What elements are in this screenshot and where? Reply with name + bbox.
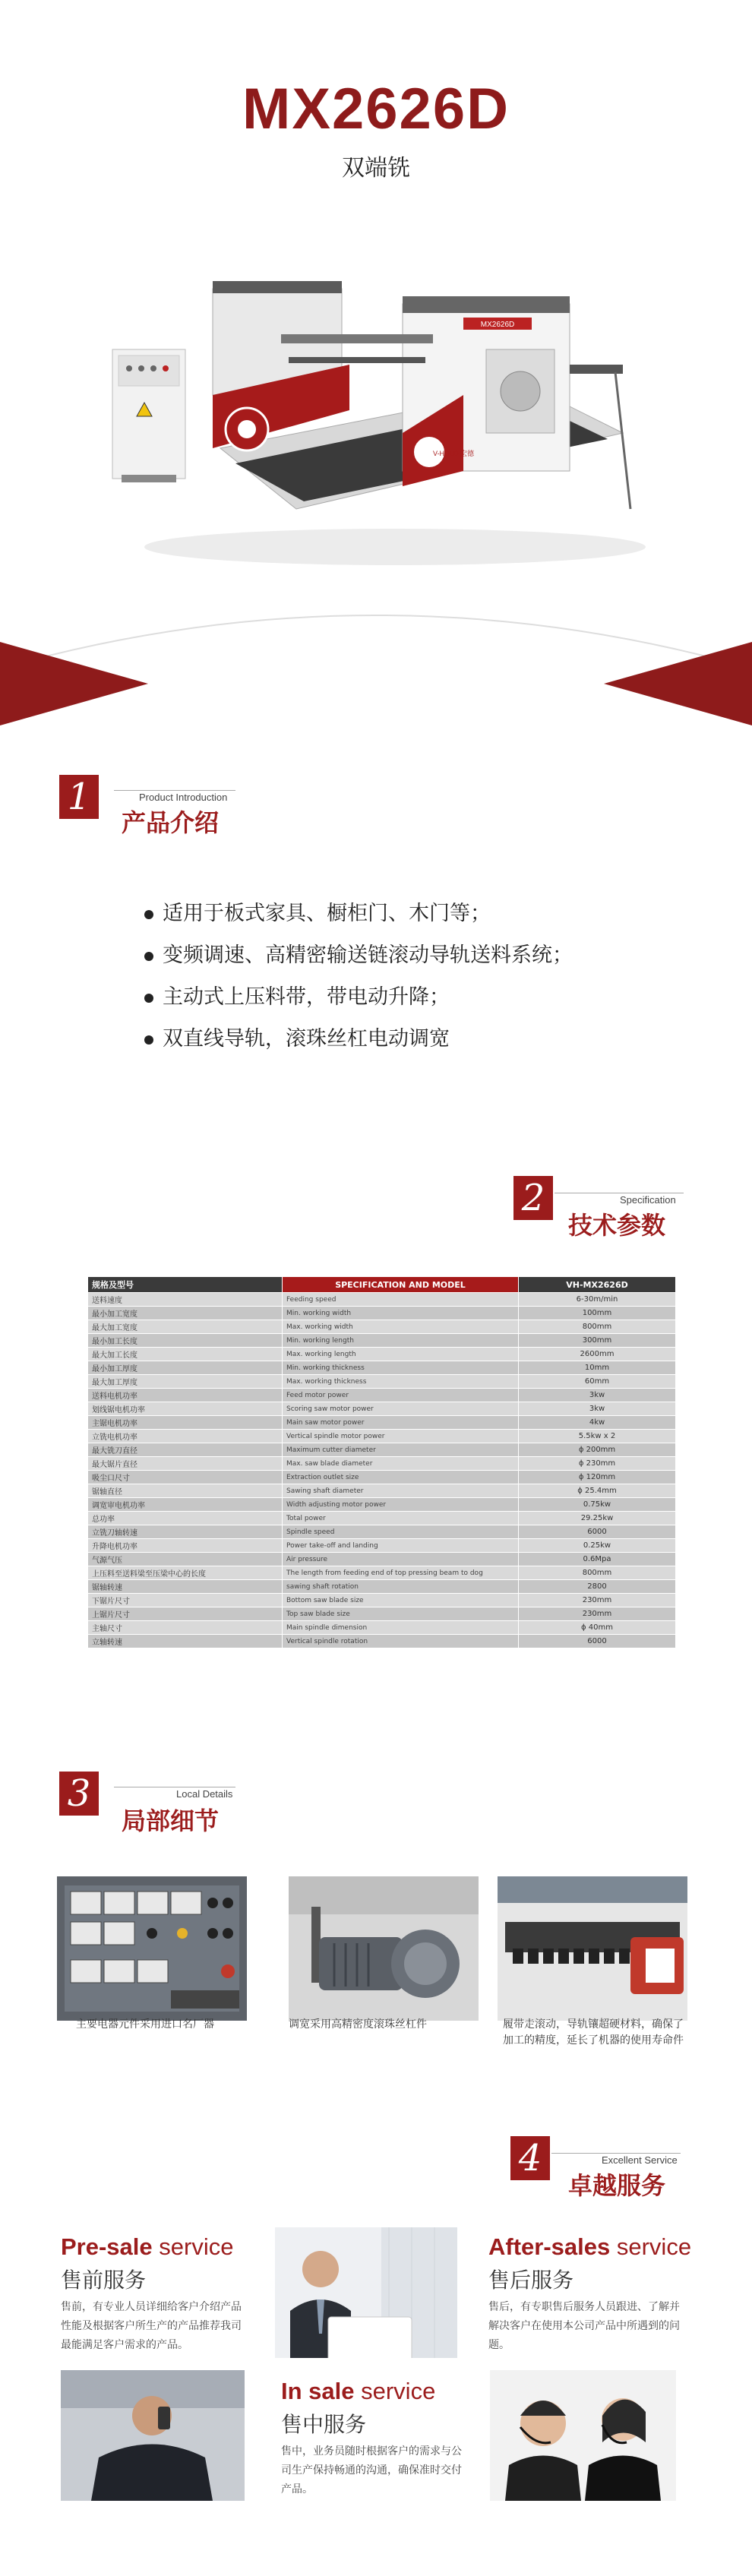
spec-value: 0.75kw [519,1498,676,1512]
spec-name-cn: 立铣刀轴转速 [88,1525,283,1539]
spec-name-cn: 吸尘口尺寸 [88,1471,283,1484]
spec-name-en: Scoring saw motor power [283,1402,519,1416]
spec-value: 230mm [519,1607,676,1621]
spec-name-cn: 上锯片尺寸 [88,1607,283,1621]
table-row [88,1635,676,1648]
table-row [88,1566,676,1580]
spec-value: 60mm [519,1375,676,1389]
spec-value: 800mm [519,1566,676,1580]
spec-value: 300mm [519,1334,676,1348]
table-row [88,1512,676,1525]
bullet-icon [144,1035,153,1045]
spec-value: 3kw [519,1389,676,1402]
spec-name-en: Main spindle dimension [283,1621,519,1635]
table-row [88,1594,676,1607]
section-cn-title: 产品介绍 [122,808,220,837]
spec-name-en: Feeding speed [283,1293,519,1307]
spec-name-cn: 主轴尺寸 [88,1621,283,1635]
spec-name-cn: 最小加工宽度 [88,1307,283,1320]
left-milling-head [213,281,349,450]
photo-customer-service-headsets [490,2370,676,2501]
spec-value: 100mm [519,1307,676,1320]
spec-name-cn: 最大锯片直径 [88,1457,283,1471]
spec-name-cn: 立铣电机功率 [88,1430,283,1443]
table-row [88,1293,676,1307]
table-row [88,1457,676,1471]
detail-photo-track [498,1876,687,2021]
spec-name-en: Max. working width [283,1320,519,1334]
spec-name-cn: 上压料至送料梁至压梁中心的长度 [88,1566,283,1580]
table-row [88,1361,676,1375]
detail-photo-electrical [57,1876,247,2021]
spec-name-en: Width adjusting motor power [283,1498,519,1512]
section-number: 2 [513,1176,553,1220]
spec-name-cn: 最小加工厚度 [88,1361,283,1375]
table-row [88,1416,676,1430]
spec-name-cn: 气源气压 [88,1553,283,1566]
section-en-title: Local Details [176,1788,233,1800]
section-en-title: Product Introduction [139,792,228,803]
spec-name-cn: 最小加工长度 [88,1334,283,1348]
table-row [88,1375,676,1389]
spec-name-en: sawing shaft rotation [283,1580,519,1594]
table-header-cell: VH-MX2626D [519,1277,676,1293]
spec-name-cn: 总功率 [88,1512,283,1525]
spec-name-en: Top saw blade size [283,1607,519,1621]
spec-value: 6-30m/min [519,1293,676,1307]
spec-name-cn: 送料速度 [88,1293,283,1307]
spec-name-en: Total power [283,1512,519,1525]
table-row [88,1553,676,1566]
table-row [88,1621,676,1635]
section-number: 3 [59,1772,99,1816]
after-sales-cn: 售后服务 [488,2268,574,2293]
table-row [88,1430,676,1443]
after-sales-text: 售后，有专职售后服务人员跟进、了解并解决客户在使用本公司产品中所遇到的问题。 [488,2301,680,2351]
spec-name-cn: 最大加工长度 [88,1348,283,1361]
table-row [88,1525,676,1539]
table-row [88,1334,676,1348]
spec-name-en: Min. working length [283,1334,519,1348]
spec-name-en: The length from feeding end of top pressing beam to dog [283,1566,519,1580]
table-row [88,1389,676,1402]
spec-name-en: Vertical spindle rotation [283,1635,519,1648]
spec-value: 10mm [519,1361,676,1375]
pre-sale-cn: 售前服务 [61,2268,147,2293]
spec-name-cn: 主锯电机功率 [88,1416,283,1430]
spec-name-cn: 下锯片尺寸 [88,1594,283,1607]
spec-value: ϕ 25.4mm [519,1484,676,1498]
spec-value: 4kw [519,1416,676,1430]
spec-name-cn: 锯轴直径 [88,1484,283,1498]
spec-value: 3kw [519,1402,676,1416]
spec-name-en: Spindle speed [283,1525,519,1539]
section-cn-title: 技术参数 [568,1211,666,1240]
product-subtitle: 双端铣 [342,155,410,182]
spec-name-cn: 立轴转速 [88,1635,283,1648]
spec-name-en: Maximum cutter diameter [283,1443,519,1457]
table-row [88,1580,676,1594]
spec-value: ϕ 200mm [519,1443,676,1457]
table-row [88,1320,676,1334]
specification-table [87,1276,676,1648]
section-rule [114,790,235,791]
spec-value: 6000 [519,1635,676,1648]
svg-text:MX2626D: MX2626D [480,321,515,329]
in-sale-cn: 售中服务 [281,2412,367,2437]
spec-name-en: Min. working thickness [283,1361,519,1375]
table-header-cell: 规格及型号 [88,1277,283,1293]
control-cabinet [112,349,185,482]
in-sale-text: 售中，业务员随时根据客户的需求与公司生产保持畅通的沟通，确保准时交付产品。 [281,2445,462,2495]
spec-value: ϕ 120mm [519,1471,676,1484]
spec-name-en: Max. saw blade diameter [283,1457,519,1471]
machine-illustration [106,258,653,570]
spec-name-cn: 最大铣刀直径 [88,1443,283,1457]
pre-sale-text: 售前，有专业人员详细给客户介绍产品性能及根据客户所生产的产品推荐我司最能满足客户需求的产品。 [61,2301,242,2351]
section-number: 1 [59,775,99,819]
detail-photo-ballscrew [289,1876,479,2021]
after-sales-title: After-sales service [488,2233,692,2260]
spec-value: 230mm [519,1594,676,1607]
table-header-cell: SPECIFICATION AND MODEL [283,1277,519,1293]
table-row [88,1402,676,1416]
section-cn-title: 局部细节 [122,1806,220,1835]
spec-value: 29.25kw [519,1512,676,1525]
table-row [88,1498,676,1512]
spec-name-cn: 划线锯电机功率 [88,1402,283,1416]
decorative-divider [0,608,752,782]
bullet-icon [144,994,153,1003]
right-milling-head [403,296,630,509]
section-en-title: Excellent Service [602,2154,678,2166]
spec-name-en: Air pressure [283,1553,519,1566]
intro-list-item: 适用于板式家具、橱柜门、木门等； [144,896,491,926]
spec-name-en: Min. working width [283,1307,519,1320]
spec-value: ϕ 230mm [519,1457,676,1471]
photo-businessman-phone [61,2370,245,2501]
intro-list-item: 双直线导轨，滚珠丝杠电动调宽 [144,1022,450,1051]
bullet-icon [144,910,153,919]
section-en-title: Specification [620,1194,676,1206]
section-number: 4 [510,2136,550,2180]
spec-value: 800mm [519,1320,676,1334]
table-row [88,1539,676,1553]
detail-caption: 主要电器元件采用进口名厂器 [76,2018,214,2031]
detail-caption: 调宽采用高精密度滚珠丝杠件 [289,2018,427,2031]
spec-name-en: Main saw motor power [283,1416,519,1430]
spec-value: 0.6Mpa [519,1553,676,1566]
spec-name-cn: 最大加工厚度 [88,1375,283,1389]
spec-value: 6000 [519,1525,676,1539]
table-header-row [88,1277,676,1293]
bullet-icon [144,952,153,961]
spec-name-cn: 最大加工宽度 [88,1320,283,1334]
spec-name-cn: 送料电机功率 [88,1389,283,1402]
spec-name-en: Max. working thickness [283,1375,519,1389]
spec-name-cn: 锯轴转速 [88,1580,283,1594]
spec-value: 5.5kw x 2 [519,1430,676,1443]
photo-businessman-laptop [275,2227,457,2358]
table-row [88,1484,676,1498]
table-row [88,1443,676,1457]
table-row [88,1607,676,1621]
table-row [88,1471,676,1484]
pre-sale-title: Pre-sale service [61,2233,234,2260]
table-row [88,1307,676,1320]
section-rule [551,2153,681,2154]
intro-list-item: 变频调速、高精密输送链滚动导轨送料系统； [144,938,573,968]
spec-value: 2800 [519,1580,676,1594]
spec-value: 2600mm [519,1348,676,1361]
section-cn-title: 卓越服务 [568,2171,666,2200]
product-model-title: MX2626D [242,77,510,141]
spec-name-en: Extraction outlet size [283,1471,519,1484]
spec-name-cn: 升降电机功率 [88,1539,283,1553]
detail-caption: 履带走滚动，导轨镶超硬材料，确保了加工的精度，延长了机器的使用寿命件 [503,2018,684,2047]
spec-value: ϕ 40mm [519,1621,676,1635]
svg-text:V-HOLD 宏德: V-HOLD 宏德 [433,450,475,457]
spec-name-en: Vertical spindle motor power [283,1430,519,1443]
in-sale-title: In sale service [281,2378,436,2404]
spec-name-en: Feed motor power [283,1389,519,1402]
spec-name-en: Power take-off and landing [283,1539,519,1553]
spec-value: 0.25kw [519,1539,676,1553]
spec-name-en: Bottom saw blade size [283,1594,519,1607]
spec-name-cn: 调宽审电机功率 [88,1498,283,1512]
spec-name-en: Max. working length [283,1348,519,1361]
table-row [88,1348,676,1361]
spec-name-en: Sawing shaft diameter [283,1484,519,1498]
intro-list-item: 主动式上压料带，带电动升降； [144,980,450,1010]
